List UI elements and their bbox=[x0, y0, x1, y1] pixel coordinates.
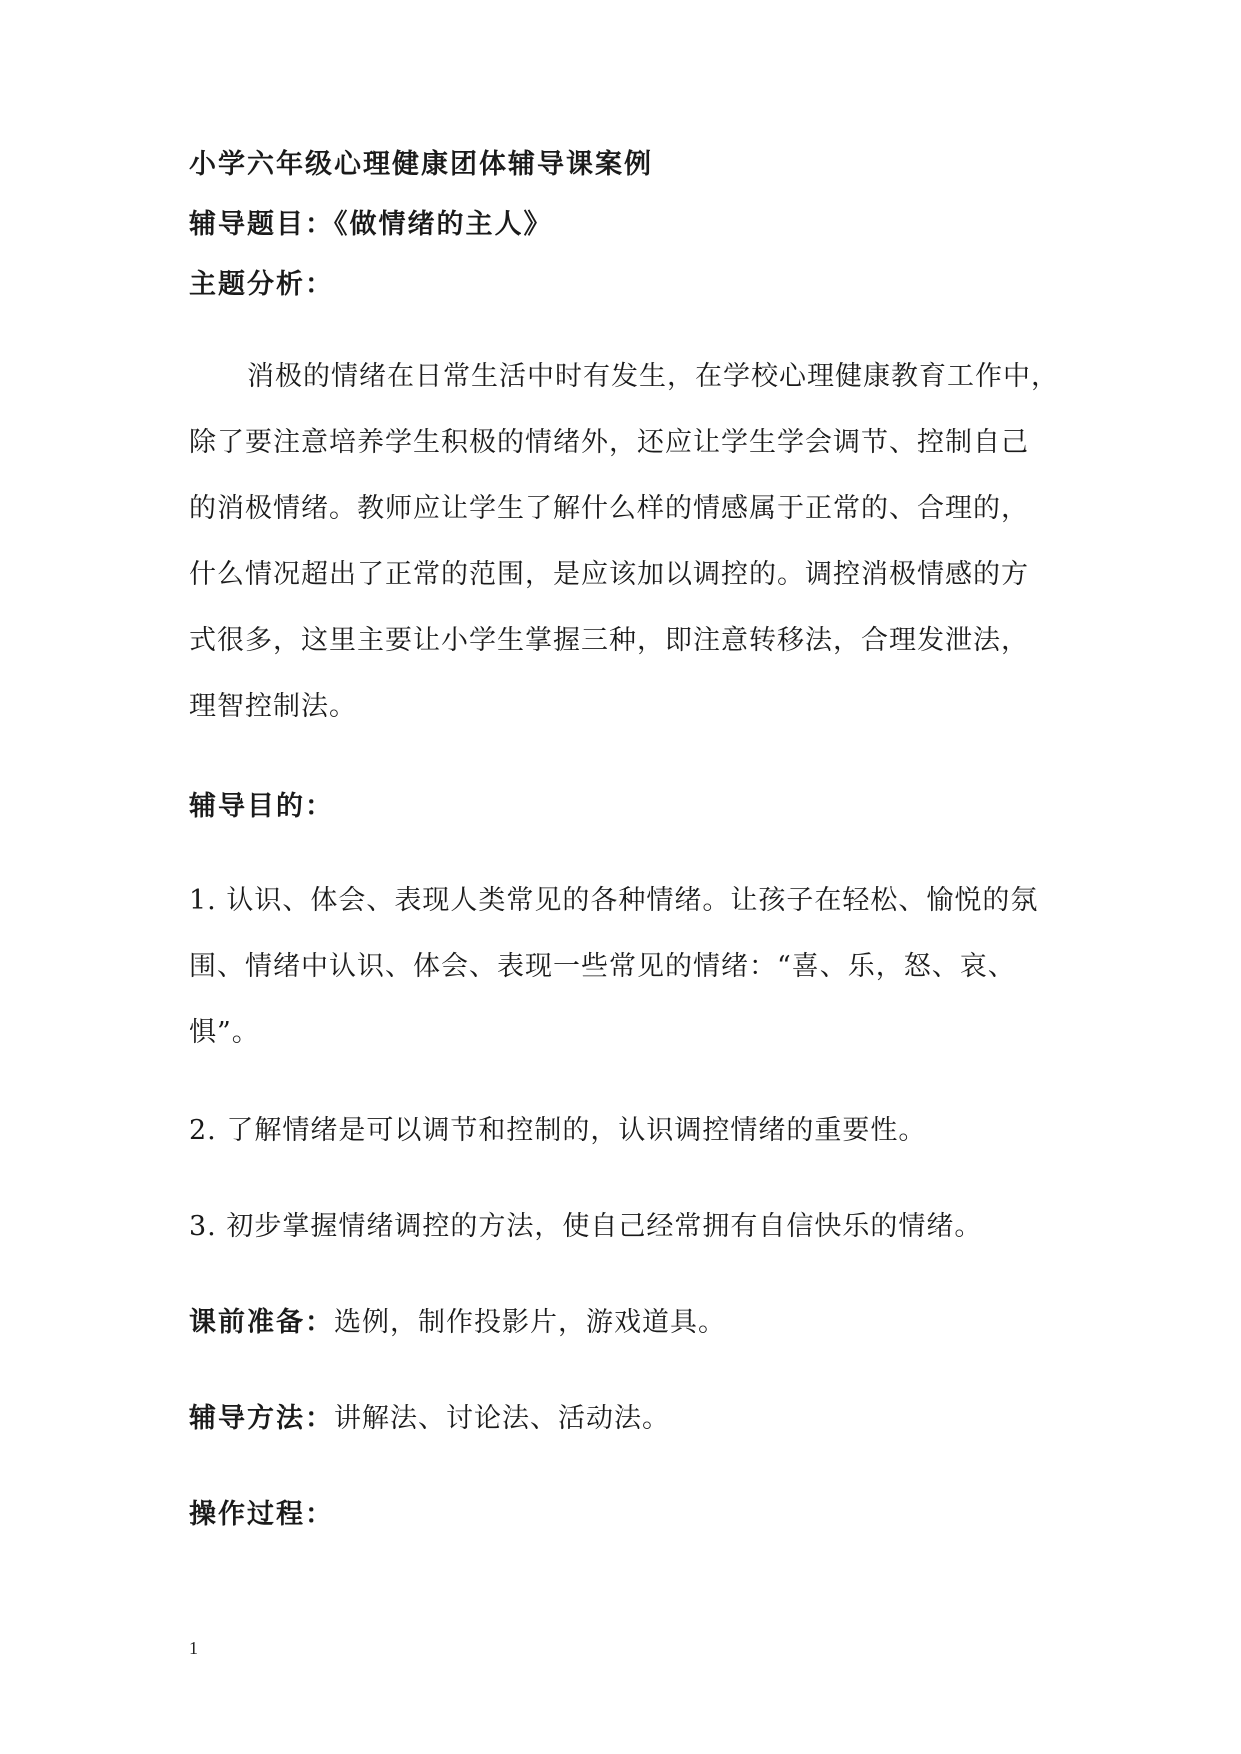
analysis-line: 除了要注意培养学生积极的情绪外，还应让学生学会调节、控制自己 bbox=[189, 427, 1029, 458]
analysis-line: 式很多，这里主要让小学生掌握三种，即注意转移法，合理发泄法， bbox=[189, 625, 1029, 656]
method-line bbox=[189, 1386, 1064, 1452]
analysis-line: 的消极情绪。教师应让学生了解什么样的情感属于正常的、合理的， bbox=[189, 493, 1029, 524]
goal-1-line: 1. 认识、体会、表现人类常见的各种情绪。让孩子在轻松、愉悦的氛 bbox=[189, 885, 1039, 916]
prep-line bbox=[189, 1290, 1064, 1356]
method-label: 辅导方法： bbox=[189, 1403, 334, 1434]
process-heading: 操作过程： bbox=[189, 1499, 334, 1530]
prep-text: 选例，制作投影片，游戏道具。 bbox=[334, 1307, 726, 1338]
analysis-line: 消极的情绪在日常生活中时有发生，在学校心理健康教育工作中， bbox=[247, 361, 1059, 392]
goal-3: 3. 初步掌握情绪调控的方法，使自己经常拥有自信快乐的情绪。 bbox=[189, 1211, 983, 1242]
page-number: 1 bbox=[189, 1638, 198, 1658]
goal-1-line: 惧”。 bbox=[189, 1017, 260, 1048]
method-text: 讲解法、讨论法、活动法。 bbox=[334, 1403, 670, 1434]
prep-label: 课前准备： bbox=[189, 1307, 334, 1338]
analysis-line: 什么情况超出了正常的范围，是应该加以调控的。调控消极情感的方 bbox=[189, 559, 1029, 590]
analysis-heading: 主题分析： bbox=[189, 269, 334, 300]
goal-1-line: 围、情绪中认识、体会、表现一些常见的情绪：“喜、乐，怒、哀、 bbox=[189, 951, 1016, 982]
document-title: 小学六年级心理健康团体辅导课案例 bbox=[189, 149, 653, 180]
goals-heading: 辅导目的： bbox=[189, 791, 334, 822]
goal-2: 2. 了解情绪是可以调节和控制的，认识调控情绪的重要性。 bbox=[189, 1115, 927, 1146]
analysis-line: 理智控制法。 bbox=[189, 691, 357, 722]
topic-heading: 辅导题目：《做情绪的主人》 bbox=[189, 209, 553, 240]
goal-1 bbox=[189, 868, 1064, 1066]
analysis-paragraph bbox=[189, 344, 1064, 740]
